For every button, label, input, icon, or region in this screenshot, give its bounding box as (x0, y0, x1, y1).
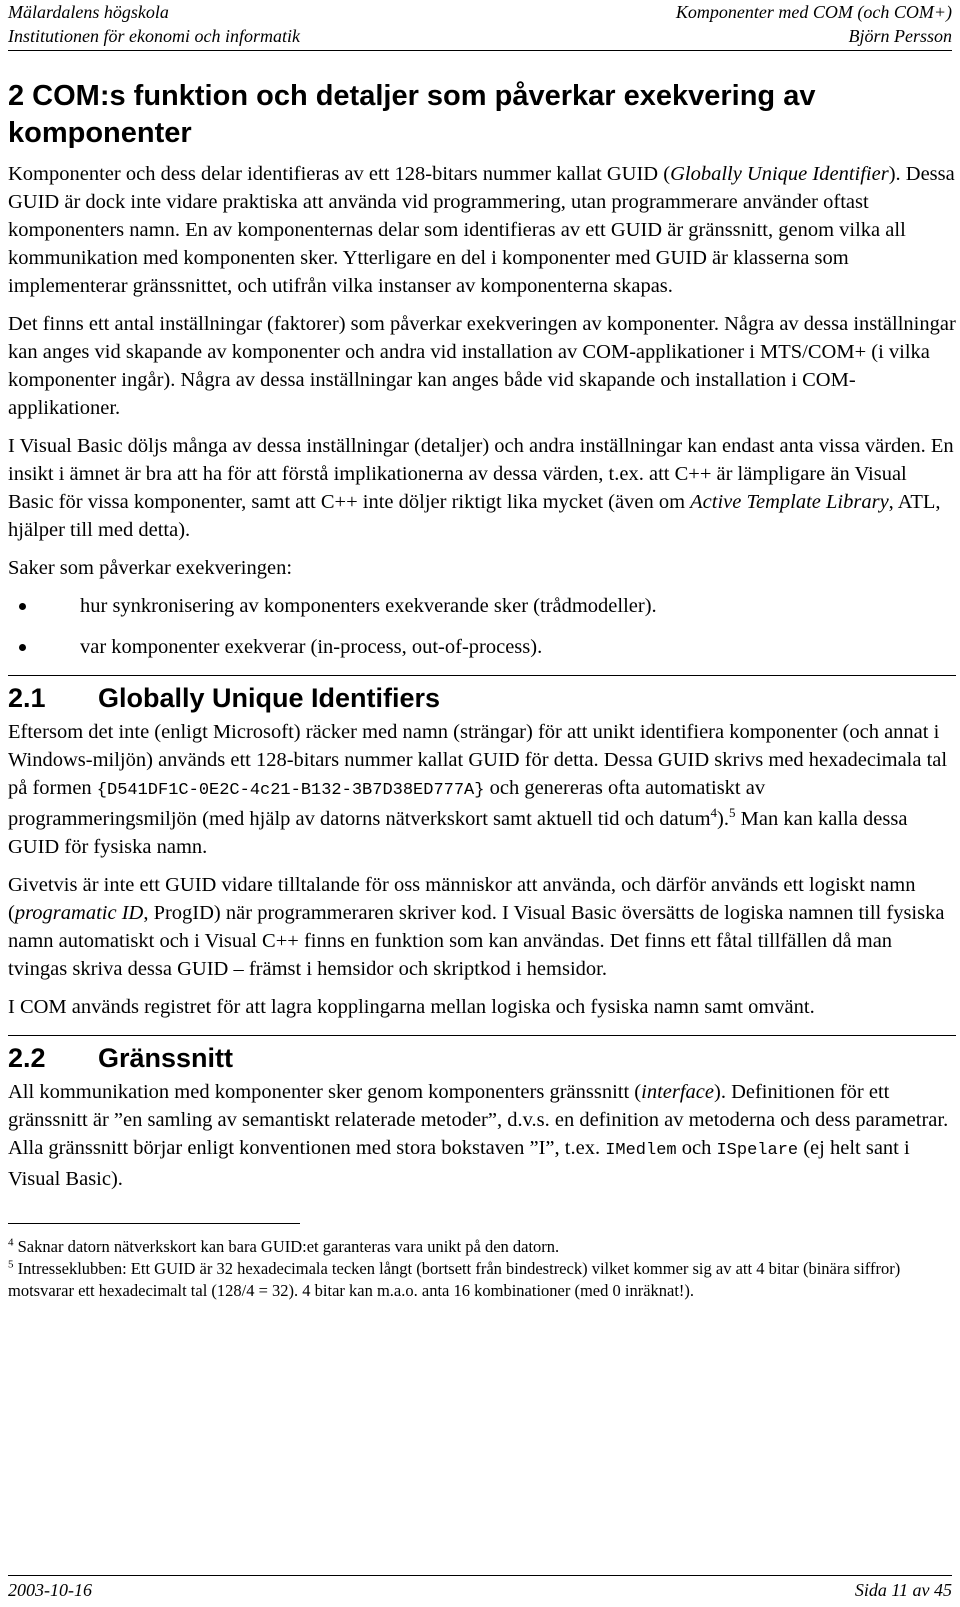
header-divider (8, 50, 952, 51)
chapter-heading: 2 COM:s funktion och detaljer som påverkar exekvering av komponenter (8, 80, 816, 149)
section-2-1-paragraph-2: Givetvis är inte ett GUID vidare tilltalande för oss människor att använda, och därför används ett logiskt namn (programatic ID, ProgID) när programmeraren skriver kod. I Visual Basic översätts de logiska namnen till fysiska namn automatiskt och i Visual C++ finns en funktion som kan användas. Det finns ett fåtal tillfällen då man tvingas skriva dessa GUID – främst i hemsidor och skriptkod i hemsidor. (8, 874, 945, 980)
header-institution: Mälardalens högskola (8, 2, 169, 22)
execution-factors-list (8, 592, 956, 661)
footnote-ref-4: 4 (710, 805, 718, 821)
footer-date: 2003-10-16 (8, 1580, 92, 1600)
chapter-paragraph-4: Saker som påverkar exekveringen: (8, 557, 293, 579)
footnote-ref-5: 5 (729, 805, 736, 821)
chapter-paragraph-2: Det finns ett antal inställningar (faktorer) som påverkar exekveringen av komponenter. Några av dessa inställningar kan anges vid skapande av komponenter och andra vid installation av COM-applikationer i MTS/COM+ (i vilka komponenter ingår). Några av dessa inställningar kan anges både vid skapande och installation i COM-applikationer. (8, 313, 956, 419)
section-divider (8, 1035, 956, 1036)
header-department: Institutionen för ekonomi och informatik (8, 26, 300, 46)
footer-page-number: Sida 11 av 45 (854, 1580, 952, 1600)
footnote-4: $^4$ Saknar datorn nätverkskort kan bara GUID:et garanteras vara unikt på den datorn. (8, 1236, 560, 1256)
header-author: Björn Persson (848, 26, 952, 46)
footnote-5: $^5$ Intresseklubben: Ett GUID är 32 hexadecimala tecken långt (bortsett från bindestreck) vilket kommer sig av att 4 bitar (binära siffror) motsvarar ett hexadecimalt tal (128/4 = 32). 4 bitar kan m.a.o. anta 16 kombinationer (med 0 inräknat!). (8, 1258, 901, 1300)
bullet-icon (19, 603, 26, 610)
section-heading-2-2: 2.2 Gränssnitt (8, 1043, 234, 1073)
section-heading-2-1: 2.1 Globally Unique Identifiers (8, 683, 441, 713)
guid-example-code: {D541DF1C-0E2C-4c21-B132-3B7D38ED777A} (96, 781, 485, 800)
interface-example-code-2: ISpelare (716, 1141, 799, 1160)
interface-example-code-1: IMedlem (605, 1141, 677, 1160)
bullet-icon (19, 644, 26, 651)
chapter-paragraph-1: Komponenter och dess delar identifieras av ett 128-bitars nummer kallat GUID (Globally Unique Identifier). Dessa GUID är dock inte vidare praktiska att använda vid programmering, utan programmerare använder oftast komponenters namn. En av komponenternas delar som identifieras av ett GUID är gränssnitt, genom vilka all kommunikation med komponenten sker. Ytterligare en del i komponenter med GUID är klasserna som implementerar gränssnittet, och utifrån vilka instanser av komponenterna skapas. (8, 163, 955, 297)
section-2-1-paragraph-1: Eftersom det inte (enligt Microsoft) räcker med namn (strängar) för att unikt identifiera komponenter (och annat i Windows-miljön) används ett 128-bitars nummer kallat GUID för detta. Dessa GUID skrivs med hexadecimala tal på formen {D541DF1C-0E2C-4c21-B132-3B7D38ED777A} och genereras ofta automatiskt av programmeringsmiljön (med hjälp av datorns nätverkskort samt aktuell tid och datum$^4$).$^5$ Man kan kalla dessa GUID för fysiska namn. (8, 721, 948, 858)
list-item: var komponenter exekverar (in-process, out-of-process). (8, 633, 956, 661)
footer-divider (8, 1575, 952, 1576)
section-2-2-paragraph-1: All kommunikation med komponenter sker genom komponenters gränssnitt (interface). Definitionen för ett gränssnitt är ”en samling av semantiskt relaterade metoder”, d.v.s. en definition av metoderna och dess parametrar. Alla gränssnitt börjar enligt konventionen med stora bokstaven ”I”, t.ex. IMedlem och ISpelare (ej helt sant i Visual Basic). (8, 1081, 949, 1190)
footnote-separator (8, 1223, 300, 1224)
header-document-title: Komponenter med COM (och COM+) (675, 2, 952, 22)
running-footer (8, 1578, 952, 1602)
chapter-paragraph-3: I Visual Basic döljs många av dessa inställningar (detaljer) och andra inställningar kan endast anta vissa värden. En insikt i ämnet är bra att ha för att förstå implikationerna av dessa värden, t.ex. att C++ är lämpligare än Visual Basic för vissa komponenter, samt att C++ inte döljer riktigt lika mycket (även om Active Template Library, ATL, hjälper till med detta). (8, 435, 954, 541)
section-divider (8, 675, 956, 676)
list-item: hur synkronisering av komponenters exekverande sker (trådmodeller). (8, 592, 956, 620)
running-header (8, 0, 952, 48)
section-2-1-paragraph-3: I COM används registret för att lagra kopplingarna mellan logiska och fysiska namn samt omvänt. (8, 996, 815, 1018)
main-content (8, 78, 956, 1302)
